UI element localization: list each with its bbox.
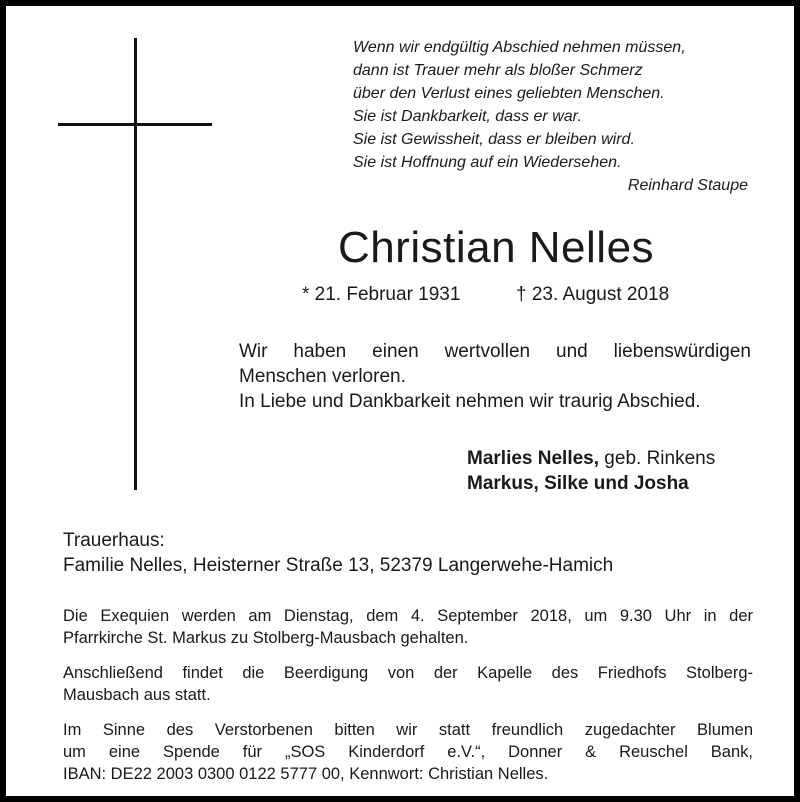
poem-line: Sie ist Dankbarkeit, dass er war. bbox=[353, 108, 582, 125]
message-line: Menschen verloren. bbox=[239, 366, 406, 387]
mourning-house bbox=[63, 528, 763, 578]
funeral-mass-info bbox=[63, 605, 753, 649]
family-member-1-name: Marlies Nelles, bbox=[467, 448, 600, 469]
mourning-house-address: Familie Nelles, Heisterner Straße 13, 52379 Langerwehe-Hamich bbox=[63, 555, 614, 576]
family-signature bbox=[467, 446, 757, 496]
poem-author: Reinhard Staupe bbox=[627, 177, 748, 194]
info-line: Mausbach aus statt. bbox=[63, 686, 211, 704]
poem-line: dann ist Trauer mehr als bloßer Schmerz bbox=[353, 62, 643, 79]
info-line: Die Exequien werden am Dienstag, dem 4. September 2018, um 9.30 Uhr in der bbox=[63, 607, 753, 625]
farewell-message bbox=[239, 339, 751, 414]
message-line: Wir haben einen wertvollen und liebenswürdigen bbox=[239, 341, 751, 362]
poem-line: Sie ist Gewissheit, dass er bleiben wird. bbox=[353, 131, 635, 148]
family-member-1 bbox=[467, 446, 757, 471]
poem-line: über den Verlust eines geliebten Menschen. bbox=[353, 85, 665, 102]
poem-line: Wenn wir endgültig Abschied nehmen müssen, bbox=[353, 39, 686, 56]
donation-info bbox=[63, 719, 753, 785]
burial-info bbox=[63, 662, 753, 706]
deceased-name: Christian Nelles bbox=[337, 223, 655, 272]
info-line: Anschließend findet die Beerdigung von der Kapelle des Friedhofs Stolberg- bbox=[63, 664, 753, 682]
poem-line: Sie ist Hoffnung auf ein Wiedersehen. bbox=[353, 154, 622, 171]
family-member-2 bbox=[467, 471, 757, 496]
death-date: † 23. August 2018 bbox=[516, 284, 670, 305]
info-line: IBAN: DE22 2003 0300 0122 5777 00, Kennwort: Christian Nelles. bbox=[63, 765, 549, 783]
cross-icon bbox=[134, 38, 137, 490]
info-line: Pfarrkirche St. Markus zu Stolberg-Mausbach gehalten. bbox=[63, 629, 469, 647]
info-line: um eine Spende für „SOS Kinderdorf e.V.“, Donner & Reuschel Bank, bbox=[63, 743, 753, 761]
family-member-1-note: geb. Rinkens bbox=[599, 448, 716, 469]
family-member-2-name: Markus, Silke und Josha bbox=[467, 473, 689, 494]
birth-date: * 21. Februar 1931 bbox=[302, 284, 461, 305]
poem bbox=[353, 36, 753, 197]
cross-bar bbox=[58, 123, 212, 126]
info-line: Im Sinne des Verstorbenen bitten wir statt freundlich zugedachter Blumen bbox=[63, 721, 753, 739]
message-line: In Liebe und Dankbarkeit nehmen wir traurig Abschied. bbox=[239, 391, 701, 412]
mourning-house-label: Trauerhaus: bbox=[63, 530, 165, 551]
